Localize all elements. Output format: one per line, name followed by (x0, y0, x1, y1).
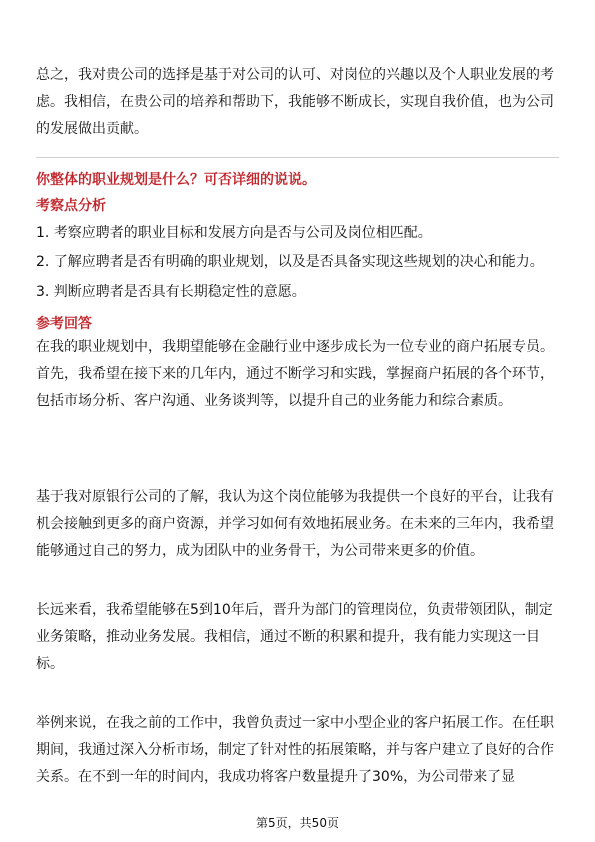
analysis-item: 1. 考察应聘者的职业目标和发展方向是否与公司及岗位相匹配。 (36, 225, 432, 241)
answer-paragraph-1-block (36, 334, 559, 415)
answer-title-block (36, 314, 559, 334)
analysis-item: 2. 了解应聘者是否有明确的职业规划，以及是否具备实现这些规划的决心和能力。 (36, 254, 544, 270)
analysis-title-block (36, 196, 559, 216)
analysis-item-3-block (36, 282, 559, 302)
analysis-item-1-block (36, 223, 559, 243)
answer-paragraph: 基于我对原银行公司的了解，我认为这个岗位能够为我提供一个良好的平台，让我有机会接触到更多的商户资源，并学习如何有效地拓展业务。在未来的三年内，我希望能够通过自己的努力，成为团队中的业务骨干，为公司带来更多的价值。 (36, 489, 554, 559)
answer-paragraph-4-block (36, 710, 559, 791)
section-divider (36, 157, 559, 158)
intro-block (36, 62, 559, 143)
answer-paragraph: 长远来看，我希望能够在5到10年后，晋升为部门的管理岗位，负责带领团队，制定业务策略，推动业务发展。我相信，通过不断的积累和提升，我有能力实现这一目标。 (36, 602, 553, 672)
question-heading: 你整体的职业规划是什么？可否详细的说说。 (36, 172, 316, 188)
answer-paragraph-2-block (36, 484, 559, 565)
analysis-item: 3. 判断应聘者是否具有长期稳定性的意愿。 (36, 284, 306, 300)
analysis-item-2-block (36, 252, 559, 272)
answer-paragraph: 举例来说，在我之前的工作中，我曾负责过一家中小型企业的客户拓展工作。在任职期间，我通过深入分析市场，制定了针对性的拓展策略，并与客户建立了良好的合作关系。在不到一年的时间内，我成功将客户数量提升了30%，为公司带来了显 (36, 715, 554, 785)
intro-paragraph: 总之，我对贵公司的选择是基于对公司的认可、对岗位的兴趣以及个人职业发展的考虑。我相信，在贵公司的培养和帮助下，我能够不断成长，实现自我价值，也为公司的发展做出贡献。 (36, 67, 554, 137)
question-block (36, 170, 559, 190)
answer-paragraph: 在我的职业规划中，我期望能够在金融行业中逐步成长为一位专业的商户拓展专员。首先，我希望在接下来的几年内，通过不断学习和实践，掌握商户拓展的各个环节，包括市场分析、客户沟通、业务谈判等，以提升自己的业务能力和综合素质。 (36, 339, 554, 409)
analysis-title: 考察点分析 (36, 198, 106, 214)
answer-paragraph-3-block (36, 597, 559, 678)
answer-title: 参考回答 (36, 316, 92, 332)
page-footer: 第5页，共50页 (256, 816, 339, 830)
